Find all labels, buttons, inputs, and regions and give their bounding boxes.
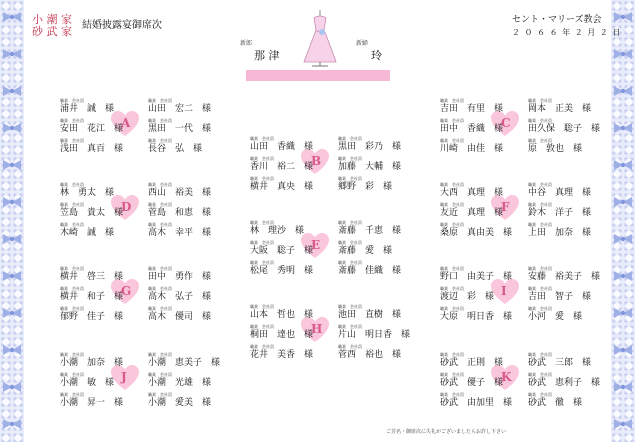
guest-role: 職業 会社員 <box>440 372 464 377</box>
guest-role: 職業 会社員 <box>528 266 552 271</box>
guest-role: 職業 会社員 <box>440 266 464 271</box>
guest-name: 林 勇太 様 <box>60 188 115 198</box>
guest-role: 職業 会社員 <box>338 136 362 141</box>
table-letter: G <box>121 284 132 298</box>
right-lace-border <box>611 0 635 442</box>
guest-name: 林 理沙 様 <box>250 226 305 236</box>
guest-role: 職業 会社員 <box>60 306 84 311</box>
groom-name: 那 津 <box>254 49 280 62</box>
guest-role: 職業 会社員 <box>60 392 84 397</box>
guest-name: 黒田 彩乃 様 <box>338 142 402 152</box>
guest-name: 西山 裕美 様 <box>148 188 212 198</box>
guest-role: 職業 会社員 <box>440 222 464 227</box>
guest-role: 職業 会社員 <box>250 324 274 329</box>
guest-name: 横井 真央 様 <box>250 182 314 192</box>
ribbon-bow-icon <box>1 47 23 61</box>
ribbon-bow-icon <box>612 232 634 246</box>
wedding-dress-illustration <box>300 6 340 68</box>
guest-role: 職業 会社員 <box>338 156 362 161</box>
guest-role: 職業 会社員 <box>528 182 552 187</box>
left-lace-border <box>0 0 24 442</box>
guest-role: 職業 会社員 <box>148 372 172 377</box>
guest-name: 浦井 誠 様 <box>60 104 115 114</box>
guest-role: 職業 会社員 <box>60 182 84 187</box>
guest-name: 砂武 三郎 様 <box>528 358 592 368</box>
guest-role: 職業 会社員 <box>528 138 552 143</box>
guest-name: 小潮 恵美子 様 <box>148 358 221 368</box>
guest-name: 桑原 真由美 様 <box>440 228 513 238</box>
guest-role: 職業 会社員 <box>250 240 274 245</box>
guest-name: 菅島 和恵 様 <box>148 208 212 218</box>
guest-role: 職業 会社員 <box>148 286 172 291</box>
guest-name: 笠島 貴太 様 <box>60 208 124 218</box>
guest-role: 職業 会社員 <box>60 352 84 357</box>
guest-name: 松尾 秀明 様 <box>250 266 314 276</box>
guest-name: 香川 裕二 様 <box>250 162 314 172</box>
guest-name: 田中 勇作 様 <box>148 272 212 282</box>
guest-name: 池田 直樹 様 <box>338 310 402 320</box>
guest-name: 原 敦也 様 <box>528 144 583 154</box>
guest-name: 斎藤 愛 様 <box>338 246 393 256</box>
guest-name: 郷野 彩 様 <box>338 182 393 192</box>
ribbon-bow-icon <box>612 10 634 24</box>
guest-name: 小潮 加奈 様 <box>60 358 124 368</box>
ribbon-bow-icon <box>612 47 634 61</box>
guest-role: 職業 会社員 <box>528 306 552 311</box>
guest-role: 職業 会社員 <box>60 138 84 143</box>
ribbon-bow-icon <box>612 121 634 135</box>
guest-name: 小潮 光雄 様 <box>148 378 212 388</box>
guest-role: 職業 会社員 <box>148 222 172 227</box>
guest-name: 郁野 佳子 様 <box>60 312 124 322</box>
family-name-top: 小 潮 家 <box>32 13 72 26</box>
guest-name: 黒田 一代 様 <box>148 124 212 134</box>
guest-name: 安藤 裕美子 様 <box>528 272 601 282</box>
guest-role: 職業 会社員 <box>250 304 274 309</box>
guest-role: 職業 会社員 <box>60 202 84 207</box>
ribbon-bow-icon <box>612 306 634 320</box>
guest-role: 職業 会社員 <box>250 220 274 225</box>
guest-role: 職業 会社員 <box>440 352 464 357</box>
guest-name: 加藤 大輔 様 <box>338 162 402 172</box>
guest-name: 小潮 昇一 様 <box>60 398 124 408</box>
guest-role: 職業 会社員 <box>528 392 552 397</box>
guest-name: 浅田 真百 様 <box>60 144 124 154</box>
guest-name: 安田 花江 様 <box>60 124 124 134</box>
guest-role: 職業 会社員 <box>338 240 362 245</box>
guest-name: 花井 美香 様 <box>250 350 314 360</box>
table-letter: H <box>311 322 323 336</box>
guest-role: 職業 会社員 <box>440 202 464 207</box>
guest-role: 職業 会社員 <box>528 286 552 291</box>
guest-name: 斎藤 佳織 様 <box>338 266 402 276</box>
guest-role: 職業 会社員 <box>528 352 552 357</box>
guest-name: 横井 啓三 様 <box>60 272 124 282</box>
guest-name: 鈴木 洋子 様 <box>528 208 592 218</box>
guest-name: 片山 明日香 様 <box>338 330 411 340</box>
guest-name: 小河 愛 様 <box>528 312 583 322</box>
guest-role: 職業 会社員 <box>60 98 84 103</box>
guest-name: 小潮 敏 様 <box>60 378 115 388</box>
bride-role-label: 新婦 <box>356 40 369 47</box>
guest-role: 職業 会社員 <box>60 372 84 377</box>
ribbon-bow-icon <box>1 121 23 135</box>
guest-role: 職業 会社員 <box>528 372 552 377</box>
guest-name: 吉田 智子 様 <box>528 292 592 302</box>
guest-role: 職業 会社員 <box>440 118 464 123</box>
guest-name: 大阪 聡子 様 <box>250 246 314 256</box>
guest-name: 砂武 正則 様 <box>440 358 504 368</box>
guest-name: 川崎 由佳 様 <box>440 144 504 154</box>
guest-role: 職業 会社員 <box>60 266 84 271</box>
guest-name: 桐田 達也 様 <box>250 330 314 340</box>
guest-name: 高木 幸平 様 <box>148 228 212 238</box>
table-letter: J <box>121 370 127 384</box>
guest-role: 職業 会社員 <box>60 222 84 227</box>
ribbon-bow-icon <box>1 380 23 394</box>
guest-name: 砂武 由加里 様 <box>440 398 513 408</box>
guest-name: 大原 明日香 様 <box>440 312 513 322</box>
guest-role: 職業 会社員 <box>338 176 362 181</box>
guest-name: 大西 真理 様 <box>440 188 504 198</box>
guest-name: 渡辺 彩 様 <box>440 292 495 302</box>
guest-role: 職業 会社員 <box>338 220 362 225</box>
guest-name: 上田 加奈 様 <box>528 228 592 238</box>
guest-role: 職業 会社員 <box>338 260 362 265</box>
guest-name: 砂武 優子 様 <box>440 378 504 388</box>
guest-role: 職業 会社員 <box>148 266 172 271</box>
ribbon-bow-icon <box>1 417 23 431</box>
guest-role: 職業 会社員 <box>60 286 84 291</box>
ribbon-bow-icon <box>1 269 23 283</box>
guest-role: 職業 会社員 <box>148 138 172 143</box>
ribbon-bow-icon <box>1 84 23 98</box>
ribbon-bow-icon <box>1 343 23 357</box>
table-letter: C <box>501 116 511 130</box>
guest-role: 職業 会社員 <box>528 118 552 123</box>
guest-role: 職業 会社員 <box>148 392 172 397</box>
guest-role: 職業 会社員 <box>440 182 464 187</box>
guest-name: 野口 由美子 様 <box>440 272 513 282</box>
guest-name: 岡本 正美 様 <box>528 104 592 114</box>
guest-role: 職業 会社員 <box>440 138 464 143</box>
guest-role: 職業 会社員 <box>250 344 274 349</box>
guest-name: 高木 弘子 様 <box>148 292 212 302</box>
guest-role: 職業 会社員 <box>148 306 172 311</box>
footer-note: ご芳名・御席次に失礼がございましたらお許し下さい <box>386 429 507 435</box>
venue-name: セント・マリーズ教会 <box>512 15 602 25</box>
guest-role: 職業 会社員 <box>250 136 274 141</box>
bride-name: 玲 <box>371 49 382 62</box>
guest-role: 職業 会社員 <box>250 176 274 181</box>
ribbon-bow-icon <box>612 417 634 431</box>
guest-role: 職業 会社員 <box>60 118 84 123</box>
guest-role: 職業 会社員 <box>148 118 172 123</box>
guest-role: 職業 会社員 <box>250 156 274 161</box>
guest-name: 山田 宏二 様 <box>148 104 212 114</box>
guest-name: 斎藤 千恵 様 <box>338 226 402 236</box>
guest-name: 中谷 真理 様 <box>528 188 592 198</box>
guest-name: 横井 和子 様 <box>60 292 124 302</box>
guest-name: 木崎 誠 様 <box>60 228 115 238</box>
table-letter: B <box>311 154 322 168</box>
head-table-bar <box>246 70 390 81</box>
guest-role: 職業 会社員 <box>148 98 172 103</box>
guest-role: 職業 会社員 <box>440 392 464 397</box>
guest-role: 職業 会社員 <box>338 304 362 309</box>
guest-role: 職業 会社員 <box>440 286 464 291</box>
table-letter: E <box>311 238 321 252</box>
guest-role: 職業 会社員 <box>528 202 552 207</box>
guest-role: 職業 会社員 <box>528 98 552 103</box>
ribbon-bow-icon <box>612 380 634 394</box>
guest-role: 職業 会社員 <box>148 182 172 187</box>
guest-role: 職業 会社員 <box>528 222 552 227</box>
guest-role: 職業 会社員 <box>440 306 464 311</box>
guest-name: 友近 真理 様 <box>440 208 504 218</box>
ribbon-bow-icon <box>612 269 634 283</box>
ribbon-bow-icon <box>612 195 634 209</box>
guest-name: 小潮 愛美 様 <box>148 398 212 408</box>
table-letter: D <box>121 200 132 214</box>
guest-role: 職業 会社員 <box>338 344 362 349</box>
ribbon-bow-icon <box>1 195 23 209</box>
groom-role-label: 新郎 <box>240 40 253 47</box>
table-letter: F <box>501 200 510 214</box>
guest-name: 吉田 有里 様 <box>440 104 504 114</box>
ribbon-bow-icon <box>612 343 634 357</box>
guest-role: 職業 会社員 <box>250 260 274 265</box>
guest-name: 砂武 恵利子 様 <box>528 378 601 388</box>
event-title: 結婚披露宴御席次 <box>82 20 162 31</box>
guest-name: 田中 香織 様 <box>440 124 504 134</box>
guest-name: 砂武 徹 様 <box>528 398 583 408</box>
ribbon-bow-icon <box>1 10 23 24</box>
guest-role: 職業 会社員 <box>440 98 464 103</box>
ribbon-bow-icon <box>1 158 23 172</box>
table-letter: K <box>501 370 512 384</box>
guest-role: 職業 会社員 <box>148 202 172 207</box>
ribbon-bow-icon <box>612 84 634 98</box>
guest-role: 職業 会社員 <box>338 324 362 329</box>
guest-name: 長谷 弘 様 <box>148 144 203 154</box>
guest-name: 山本 哲也 様 <box>250 310 314 320</box>
table-letter: I <box>501 284 507 298</box>
ribbon-bow-icon <box>612 158 634 172</box>
guest-name: 菅西 裕也 様 <box>338 350 402 360</box>
ribbon-bow-icon <box>1 232 23 246</box>
guest-role: 職業 会社員 <box>148 352 172 357</box>
family-name-bottom: 砂 武 家 <box>32 25 72 38</box>
guest-name: 高木 優司 様 <box>148 312 212 322</box>
guest-name: 山田 香織 様 <box>250 142 314 152</box>
event-date: ２ ０ ６ ６ 年 ２ 月 ２ 日 <box>512 28 622 37</box>
guest-name: 田久保 聡子 様 <box>528 124 601 134</box>
ribbon-bow-icon <box>1 306 23 320</box>
table-letter: A <box>121 116 131 130</box>
